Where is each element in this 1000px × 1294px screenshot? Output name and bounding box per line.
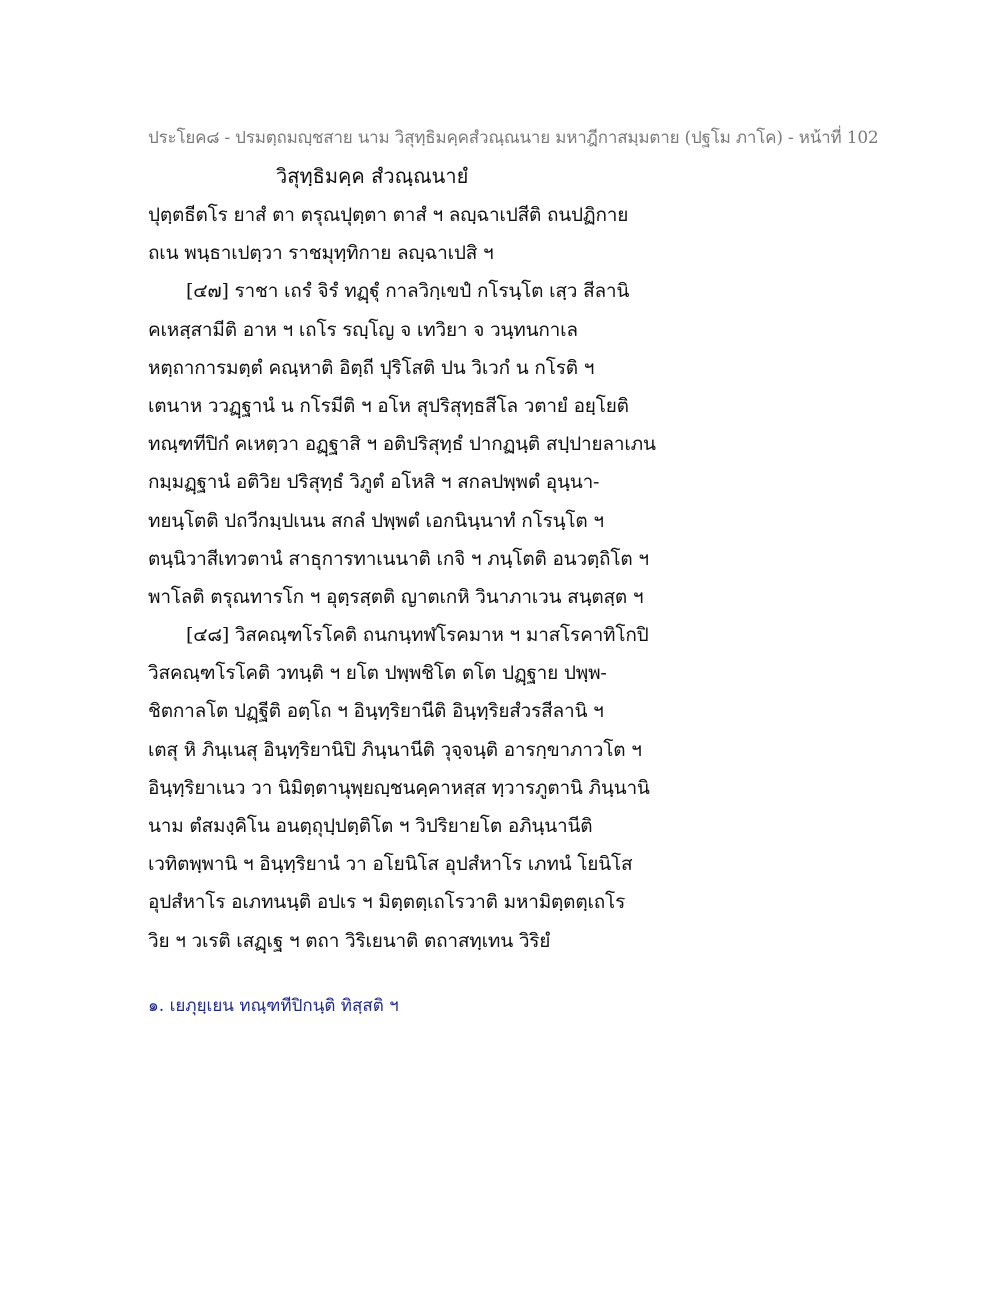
text-line: หตฺถาการมตฺตํ คณฺหาติ อิตฺถี ปุริโสติ ปน วิเวกํ น กโรติ ฯ xyxy=(148,356,595,379)
text-line: ตนฺนิวาสีเทวตานํ สาธุการทาเนนาติ เกจิ ฯ ภนฺโตติ อนวตฺถิโต ฯ xyxy=(148,547,649,570)
text-line: เตนาห ววฏฺฐานํ น กโรมีติ ฯ อโห สุปริสุทฺธสีโล วตายํ อยฺโยติ xyxy=(148,394,629,417)
text-line: เวทิตพฺพานิ ฯ อินฺทฺริยานํ วา อโยนิโส อุปสํหาโร เภทนํ โยนิโส xyxy=(148,853,633,876)
text-line: เตสุ หิ ภินฺเนสุ อินฺทฺริยานิปิ ภินฺนานีติ วุจฺจนฺติ อารกฺขาภาวโต ฯ xyxy=(148,738,642,761)
paragraph-start-47: [๔๗] ราชา เถรํ จิรํ ทฏฺฐุํ กาลวิกฺเขปํ กโรนฺโต เสฺว สีลานิ xyxy=(186,280,630,303)
text-line: พาโลติ ตรุณทารโก ฯ อุตฺรสฺตติ ญาตเกหิ วินาภาเวน สนฺตสฺต ฯ xyxy=(148,585,644,608)
text-line: ทยนฺโตติ ปถวีกมฺปเนน สกลํ ปพฺพตํ เอกนินฺนาทํ กโรนฺโต ฯ xyxy=(148,509,604,532)
footnote: ๑. เยภุยฺเยน ทณฺฑทีปิกนฺติ ทิสฺสติ ฯ xyxy=(148,996,399,1016)
body-text xyxy=(148,196,708,960)
running-header: ประโยค๘ - ปรมตฺถมญฺชสาย นาม วิสุทฺธิมคฺคสํวณฺณนาย มหาฎีกาสมฺมตาย (ปฐโม ภาโค) - หน้าที่ 102 xyxy=(148,128,879,148)
text-line: อินฺทฺริยาเนว วา นิมิตฺตานุพฺยญฺชนคฺคาหสฺส ทฺวารภูตานิ ภินฺนานิ xyxy=(148,776,650,799)
text-line: คเหสฺสามีติ อาห ฯ เถโร รญฺโญ จ เทวิยา จ วนฺทนกาเล xyxy=(148,318,578,341)
text-line: อุปสํหาโร อเภทนนฺติ อปเร ฯ มิตฺตตฺเถโรวาติ มหามิตฺตตฺเถโร xyxy=(148,891,626,914)
section-title: วิสุทฺธิมคฺค สํวณฺณนายํ xyxy=(276,164,469,188)
text-line: ถเน พนฺธาเปตฺวา ราชมุทฺทิกาย ลญฺฉาเปสิ ฯ xyxy=(148,242,494,265)
text-line: ทณฺฑทีปิกํ คเหตฺวา อฏฺฐาสิ ฯ อติปริสุทฺธํ ปากฏนฺติ สปฺปายลาเภน xyxy=(148,433,656,456)
text-line: ชิตกาลโต ปฏฺฐีติ อตฺโถ ฯ อินฺทฺริยานีติ อินฺทฺริยสํวรสีลานิ ฯ xyxy=(148,700,604,723)
text-line: วิย ฯ วเรติ เสฏฺเฐ ฯ ตถา วิริเยนาติ ตถาสทฺเทน วิริยํ xyxy=(148,929,551,952)
text-line: นาม ตํสมงฺคิโน อนตฺถุปฺปตฺติโต ฯ วิปริยายโต อภินฺนานีติ xyxy=(148,815,593,837)
text-line: ปุตฺตธีตโร ยาสํ ตา ตรุณปุตฺตา ตาสํ ฯ ลญฺฉาเปสีติ ถนปฏิกาย xyxy=(148,204,629,226)
text-line: กมฺมฏฺฐานํ อติวิย ปริสุทฺธํ วิภูตํ อโหสิ ฯ สกลปพฺพตํ อุนฺนา- xyxy=(148,471,600,494)
text-line: วิสคณฺฑโรโคติ วทนฺติ ฯ ยโต ปพฺพชิโต ตโต ปฏฺฐาย ปพฺพ- xyxy=(148,662,607,685)
paragraph-start-48: [๔๘] วิสคณฺฑโรโคติ ถนกนฺทฬโรคมาห ฯ มาสโรคาทิโกปิ xyxy=(186,624,649,647)
